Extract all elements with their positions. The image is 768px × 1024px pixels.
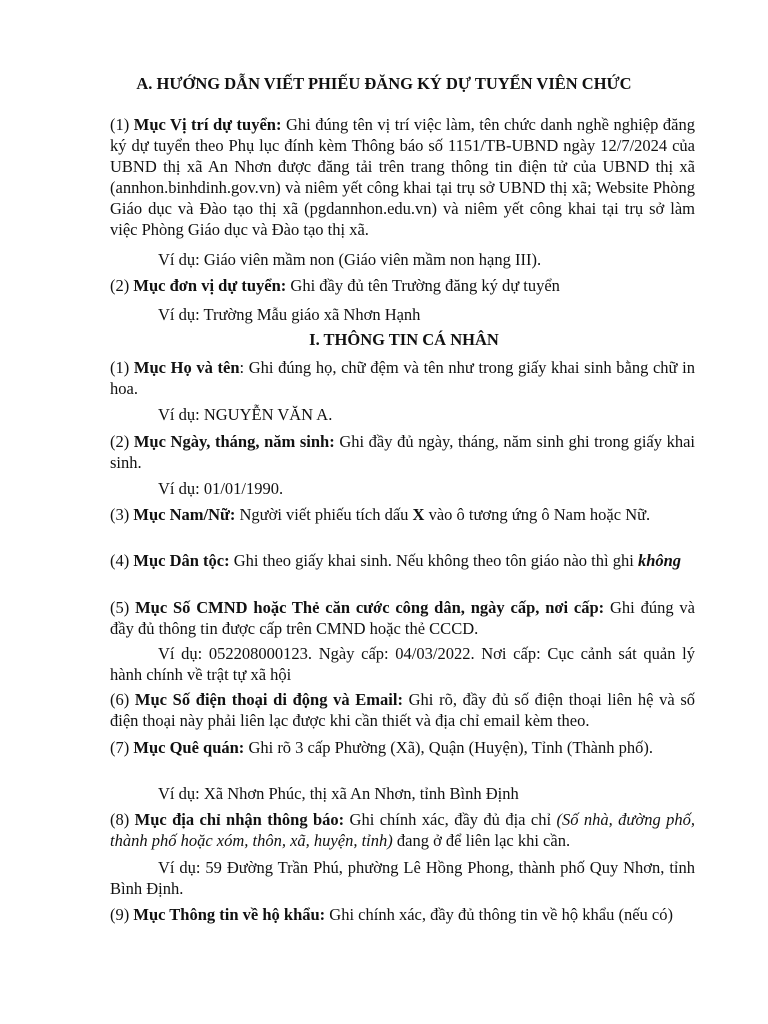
- example-ho-ten: Ví dụ: NGUYỄN VĂN A.: [158, 405, 333, 424]
- item-ho-khau: [110, 904, 695, 925]
- item-label: Mục Số CMND hoặc Thẻ căn cước công dân, ngày cấp, nơi cấp:: [135, 598, 605, 617]
- italic-text: (Số nhà, đường phố, thành phố hoặc xóm, thôn, xã, huyện, tỉnh): [110, 810, 695, 850]
- item-number: (9): [110, 905, 134, 924]
- item-number: (2): [110, 432, 134, 451]
- item-number: (5): [110, 598, 136, 617]
- item-dien-thoai-email: [110, 689, 695, 731]
- item-don-vi-du-tuyen: [110, 275, 695, 296]
- item-label: Mục Dân tộc:: [133, 551, 230, 570]
- item-label: Mục Ngày, tháng, năm sinh:: [133, 432, 335, 451]
- item-ngay-sinh: [110, 431, 695, 473]
- item-text: Ghi rõ, đầy đủ số điện thoại liên hệ và số điện thoại này phải liên lạc được khi cần thiết và địa chỉ email kèm theo.: [110, 690, 695, 730]
- item-que-quan: [110, 737, 695, 758]
- item-text: đang ở để liên lạc khi cần.: [392, 831, 571, 850]
- item-text: Ghi chính xác, đầy đủ địa chỉ: [344, 810, 557, 829]
- item-text: Ghi theo giấy khai sinh. Nếu không theo tôn giáo nào thì ghi: [229, 551, 638, 570]
- item-text: : Ghi đúng họ, chữ đệm và tên như trong giấy khai sinh bằng chữ in hoa.: [110, 358, 695, 398]
- item-number: (7): [110, 738, 134, 757]
- item-dan-toc: [110, 550, 695, 571]
- item-number: (2): [110, 276, 134, 295]
- item-label: Mục địa chỉ nhận thông báo:: [134, 810, 345, 829]
- item-number: (6): [110, 690, 135, 709]
- item-text: vào ô tương ứng ô Nam hoặc Nữ.: [424, 505, 651, 524]
- example-don-vi: Ví dụ: Trường Mẫu giáo xã Nhơn Hạnh: [158, 305, 421, 324]
- item-label: Mục Nam/Nữ:: [133, 505, 236, 524]
- item-text: Người viết phiếu tích dấu: [235, 505, 413, 524]
- item-cmnd: [110, 597, 695, 639]
- item-label: Mục Vị trí dự tuyển:: [133, 115, 282, 134]
- item-number: (4): [110, 551, 134, 570]
- item-label: Mục đơn vị dự tuyển:: [133, 276, 287, 295]
- item-text: Ghi đầy đủ ngày, tháng, năm sinh ghi trong giấy khai sinh.: [110, 432, 695, 472]
- item-label: Mục Họ và tên: [133, 358, 240, 377]
- item-number: (8): [110, 810, 135, 829]
- section-title: I. THÔNG TIN CÁ NHÂN: [309, 330, 499, 349]
- item-text: Ghi đúng và đầy đủ thông tin được cấp trên CMND hoặc thẻ CCCD.: [110, 598, 696, 638]
- emphasis-text: không: [637, 551, 682, 570]
- item-number: (1): [110, 115, 134, 134]
- item-text: Ghi đúng tên vị trí việc làm, tên chức danh nghề nghiệp đăng ký dự tuyển theo Phụ lục đính kèm Thông báo số 1151/TB-UBND ngày 12/7/2024 của UBND thị xã An Nhơn được đăng tải trên trang thông tin điện tử của UBND thị xã (annhon.binhdinh.gov.vn) và niêm yết công khai tại trụ sở UBND thị xã; Website Phòng Giáo dục và Đào tạo thị xã (pgdannhon.edu.vn) và niêm yết công khai tại trụ sở làm việc Phòng Giáo dục và Đào tạo thị xã.: [110, 115, 695, 239]
- item-number: (3): [110, 505, 134, 524]
- item-gioi-tinh: [110, 504, 695, 525]
- item-dia-chi: [110, 809, 695, 851]
- item-ho-ten: [110, 357, 695, 399]
- item-label: Mục Thông tin về hộ khẩu:: [133, 905, 326, 924]
- document-title: A. HƯỚNG DẪN VIẾT PHIẾU ĐĂNG KÝ DỰ TUYỂN VIÊN CHỨC: [136, 74, 632, 93]
- item-text: Ghi đầy đủ tên Trường đăng ký dự tuyển: [286, 276, 560, 295]
- example-ngay-sinh: Ví dụ: 01/01/1990.: [158, 479, 284, 498]
- example-que-quan: Ví dụ: Xã Nhơn Phúc, thị xã An Nhơn, tỉnh Bình Định: [158, 784, 519, 803]
- example-vi-tri: Ví dụ: Giáo viên mầm non (Giáo viên mầm non hạng III).: [158, 250, 542, 269]
- item-number: (1): [110, 358, 134, 377]
- item-vi-tri-du-tuyen: [110, 114, 695, 240]
- checkbox-mark: X: [412, 505, 425, 524]
- item-text: Ghi chính xác, đầy đủ thông tin về hộ khẩu (nếu có): [325, 905, 673, 924]
- item-label: Mục Quê quán:: [133, 738, 245, 757]
- example-cmnd: Ví dụ: 052208000123. Ngày cấp: 04/03/2022. Nơi cấp: Cục cảnh sát quản lý hành chính về trật tự xã hội: [110, 644, 695, 684]
- item-text: Ghi rõ 3 cấp Phường (Xã), Quận (Huyện), Tỉnh (Thành phố).: [244, 738, 654, 757]
- example-dia-chi: Ví dụ: 59 Đường Trần Phú, phường Lê Hồng Phong, thành phố Quy Nhơn, tỉnh Bình Định.: [110, 858, 695, 898]
- item-label: Mục Số điện thoại di động và Email:: [134, 690, 403, 709]
